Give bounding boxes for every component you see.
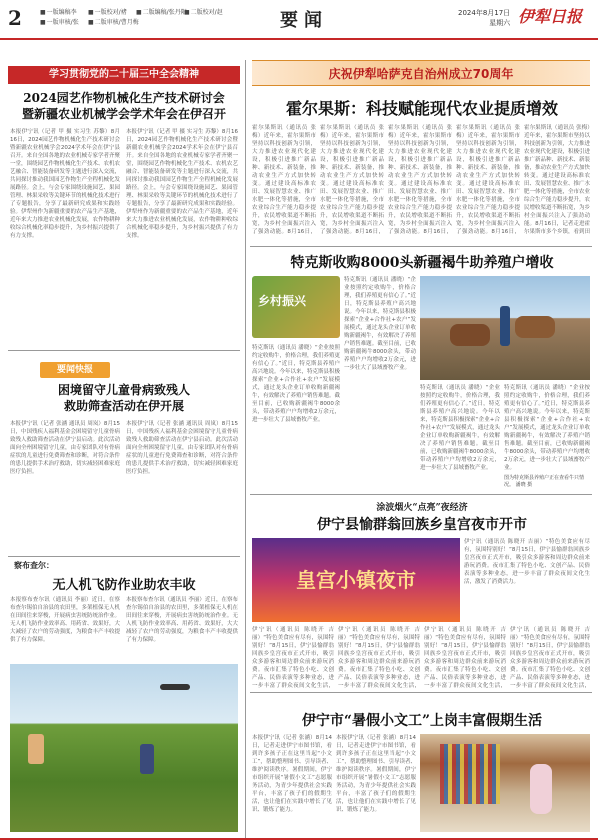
article-2-text: 本报伊宁讯（记者 张涵 通讯员 周岚）8月15日，中国残疾人福利基金会困境留守儿童骨病致残人救助筛查活动在伊宁县启动。此次活动面向全州困境留守儿童，由专家团队对有骨病症状的儿童进行免费筛查和诊断，对符合条件的患儿提供手术治疗救助，切实减轻困难家庭医疗负担。 [10, 421, 120, 475]
banner-anniversary: 庆祝伊犁哈萨克自治州成立70周年 [252, 60, 590, 86]
farmer-figure [28, 734, 44, 764]
article-1-text-cont: 本报伊宁讯（记者 甲 摄 实习生 苏黎）8月16日，2024园艺作物机械化生产技术研讨会暨新疆农业机械学会2024学术年会在伊宁县召开。来自全国各地的农业机械专家学者齐聚一堂，围绕园艺作物机械化生产技术、农机农艺融合、智能装备研发等主题进行深入交流，共同探讨推动我国园艺作物生产全程机械化发展路径。会上，与会专家围绕设施园艺、果园管理、林果采收等关键环节的机械化技术进行了专题报告，分享了最新研究成果和实践经验。伊犁州作为新疆重要的农产品生产基地，近年来大力推进农业机械化发展，农作物耕种收综合机械化率稳步提升，为乡村振兴提供了有力支撑。 [126, 129, 238, 239]
section-title: 要闻 [280, 10, 328, 31]
article-4-title: 霍尔果斯：科技赋能现代农业提质增效 [285, 99, 558, 118]
article-4-text-cont: 霍尔果斯讯（通讯员 张梅）近年来，霍尔果斯市坚持以科技创新为引领，大力推进农业现代化建设，积极引进推广新品种、新技术、新装备，推动农业生产方式加快转变。通过建设高标准农田、发展智慧农业、推广水肥一体化等措施，全市农业综合生产能力稳步提升，农民增收渠道不断拓宽，为乡村全面振兴注入了强劲动能。8月16日， [320, 125, 384, 234]
nav-credit: ■ 一版校对/褚 [88, 8, 136, 18]
article-7-text: 本报伊宁讯（记者 张涵）8月14日，记者走进伊宁市图书馆，看到许多孩子正在这里当起“小文工”，帮助整理图书、引导读者、维护阅读秩序。暑假期间，伊宁市组织开展“暑假小文工”志愿服务活动，为青少年提供社会实践平台，丰富了孩子们的假期生活，也让他们在实践中增长了见识、锻炼了能力。 [252, 735, 332, 813]
article-4-text: 霍尔果斯讯（通讯员 张梅）近年来，霍尔果斯市坚持以科技创新为引领，大力推进农业现代化建设，积极引进推广新品种、新技术、新装备，推动农业生产方式加快转变。通过建设高标准农田、发展智慧农业、推广水肥一体化等措施，全市农业综合生产能力稳步提升，农民增收渠道不断拓宽，为乡村全面振兴注入了强劲动能。8月16日， [252, 125, 316, 234]
article-5-title: 特克斯收购8000头新疆褐牛助养殖户增收 [290, 255, 554, 271]
editor-credits [40, 8, 270, 28]
rural-logo-image [252, 276, 340, 338]
article-1-title: 2024园艺作物机械化生产技术研讨会 暨新疆农业机械学会学术年会在伊召开 [21, 91, 226, 121]
cattle-photo [420, 276, 590, 380]
article-4-text-cont: 霍尔果斯讯（通讯员 张梅）近年来，霍尔果斯市坚持以科技创新为引领，大力推进农业现代化建设，积极引进推广新品种、新技术、新装备，推动农业生产方式加快转变。通过建设高标准农田、发展智慧农业、推广水肥一体化等措施，全市农业综合生产能力稳步提升，农民增收渠道不断拓宽，为乡村全面振兴注入了强劲动能。8月16日，记者走进霍尔果斯市多个乡镇，看到田 [524, 125, 590, 234]
cow-figure [450, 324, 490, 346]
night-market-sign: 皇宫小镇夜市 [296, 568, 416, 592]
column-divider [245, 60, 246, 840]
article-4-text-cont: 霍尔果斯讯（通讯员 张梅）近年来，霍尔果斯市坚持以科技创新为引领，大力推进农业现代化建设，积极引进推广新品种、新技术、新装备，推动农业生产方式加快转变。通过建设高标准农田、发展智慧农业、推广水肥一体化等措施，全市农业综合生产能力稳步提升，农民增收渠道不断拓宽，为乡村全面振兴注入了强劲动能。8月16日， [456, 125, 520, 234]
divider [8, 350, 240, 351]
article-5-text-cont2: 特克斯讯（通讯员 潘晓）“企业按照约定收购牛，价格合理，我们养殖更有信心了。”近日，特克斯县养殖户高兴地说。今年以来，特克斯县积极探索“企业+合作社+农户”发展模式，通过龙头企业订单收购新疆褐牛，有效解决了养殖户销售难题。截至目前，已收购新疆褐牛8000余头，带动养殖户户均增收2万余元，进一步壮大了县域畜牧产业。 [420, 385, 500, 471]
nav-credit: ■ 二版编稿/张丹阳 [136, 8, 184, 18]
article-3-text-cont: 本报察布查尔讯（通讯员 李丽）近日，在察布查尔锡伯自治县的农田里，多架植保无人机在田间往来穿梭，开展病虫害统防统治作业。无人机飞防作业效率高、用药省、效果好，大大减轻了农户的劳动强度，为粮食丰产丰收提供了有力保障。 [126, 597, 238, 643]
person-figure [500, 306, 510, 346]
summer-tag: 要闻快报 [40, 362, 110, 378]
page-header [0, 0, 598, 40]
article-7-title: 伊宁市“暑假小文工”上岗丰富假期生活 [301, 713, 543, 729]
article-6-text-cont: 伊宁讯（通讯员 陈晓开 吉丽）“特色美食应有尽有，氛围特别好！”8月15日，伊宁县愉群翁回族乡皇宫夜市正式开市，吸引众多游客和周边群众前来游玩消费。夜市汇集了特色小吃、文创产品、民俗表演等多种业态，进一步丰富了群众夜间文化生活， [252, 627, 334, 688]
farmer-figure [140, 744, 154, 774]
library-photo [420, 734, 590, 832]
article-3-text: 本报察布查尔讯（通讯员 李丽）近日，在察布查尔锡伯自治县的农田里，多架植保无人机在田间往来穿梭，开展病虫害统防统治作业。无人机飞防作业效率高、用药省、效果好，大大减轻了农户的劳动强度，为粮食丰产丰收提供了有力保障。 [10, 597, 120, 643]
divider [250, 246, 592, 247]
page-number: 2 [8, 6, 22, 30]
banner-study: 学习贯彻党的二十届三中全会精神 [8, 66, 240, 84]
cow-figure [515, 316, 555, 338]
bookshelf [440, 744, 500, 804]
night-market-photo [252, 538, 460, 622]
photo-credit: 图为特克斯县养殖户正在查看牛只情况。 潘晓 摄 [504, 475, 585, 488]
drone-icon [160, 684, 190, 690]
article-6-kicker: 涂波烟火“点亮”夜经济 [376, 503, 468, 513]
article-6-text: 伊宁讯（通讯员 陈晓开 吉丽）“特色美食应有尽有，氛围特别好！”8月15日，伊宁县愉群翁回族乡皇宫夜市正式开市，吸引众多游客和周边群众前来游玩消费。夜市汇集了特色小吃、文创产品、民俗表演等多种业态，进一步丰富了群众夜间文化生活，激发了消费活力。 [464, 539, 590, 585]
drone-photo [10, 664, 238, 832]
divider [250, 692, 592, 693]
article-5-text-cont: 特克斯讯（通讯员 潘晓）“企业按照约定收购牛，价格合理，我们养殖更有信心了。”近日，特克斯县养殖户高兴地说。今年以来，特克斯县积极探索“企业+合作社+农户”发展模式，通过龙头企业订单收购新疆褐牛，有效解决了养殖户销售难题。截至目前，已收购新疆褐牛8000余头，带动养殖户户均增收2万余元，进一步壮大了县域畜牧产业。 [344, 277, 416, 371]
nav-credit: ■ 二版审核/曹月梅 [88, 18, 136, 28]
article-4-text-cont: 霍尔果斯讯（通讯员 张梅）近年来，霍尔果斯市坚持以科技创新为引领，大力推进农业现代化建设，积极引进推广新品种、新技术、新装备，推动农业生产方式加快转变。通过建设高标准农田、发展智慧农业、推广水肥一体化等措施，全市农业综合生产能力稳步提升，农民增收渠道不断拓宽，为乡村全面振兴注入了强劲动能。8月16日， [388, 125, 452, 234]
article-2-text-cont: 本报伊宁讯（记者 张涵 通讯员 周岚）8月15日，中国残疾人福利基金会困境留守儿童骨病致残人救助筛查活动在伊宁县启动。此次活动面向全州困境留守儿童，由专家团队对有骨病症状的儿童进行免费筛查和诊断，对符合条件的患儿提供手术治疗救助，切实减轻困难家庭医疗负担。 [126, 421, 238, 475]
article-6-title: 伊宁县愉群翁回族乡皇宫夜市开市 [317, 517, 527, 533]
article-3-kicker: 察布查尔： [14, 560, 54, 570]
article-2-title: 困境留守儿童骨病致残人 救助筛查活动在伊开展 [57, 383, 190, 413]
newspaper-logo: 伊犁日报 [518, 7, 583, 26]
divider [8, 556, 240, 557]
article-7-text-cont: 本报伊宁讯（记者 张涵）8月14日，记者走进伊宁市图书馆，看到许多孩子正在这里当起“小文工”，帮助整理图书、引导读者、维护阅读秩序。暑假期间，伊宁市组织开展“暑假小文工”志愿服务活动，为青少年提供社会实践平台，丰富了孩子们的假期生活，也让他们在实践中增长了见识、锻炼了能力。 [336, 735, 416, 813]
rural-logo-text: 乡村振兴 [258, 294, 307, 308]
nav-credit: ■ 一版编稿李 [40, 8, 88, 18]
article-6-text-cont: 伊宁讯（通讯员 陈晓开 吉丽）“特色美食应有尽有，氛围特别好！”8月15日，伊宁县愉群翁回族乡皇宫夜市正式开市，吸引众多游客和周边群众前来游玩消费。夜市汇集了特色小吃、文创产品、民俗表演等多种业态，进一步丰富了群众夜间文化生活， [510, 627, 590, 688]
article-5-text: 特克斯讯（通讯员 潘晓）“企业按照约定收购牛，价格合理，我们养殖更有信心了。”近日，特克斯县养殖户高兴地说。今年以来，特克斯县积极探索“企业+合作社+农户”发展模式，通过龙头企业订单收购新疆褐牛，有效解决了养殖户销售难题。截至目前，已收购新疆褐牛8000余头，带动养殖户户均增收2万余元，进一步壮大了县域畜牧产业。 [252, 345, 340, 423]
nav-credit: ■ 二版校对/赵 [184, 8, 232, 18]
date-block: 2024年8月17日 星期六 [458, 9, 511, 27]
nav-credit: ■ 一版审核/张 [40, 18, 88, 28]
divider [250, 494, 592, 495]
article-1-text: 本报伊宁讯（记者 甲 摄 实习生 苏黎）8月16日，2024园艺作物机械化生产技术研讨会暨新疆农业机械学会2024学术年会在伊宁县召开。来自全国各地的农业机械专家学者齐聚一堂，围绕园艺作物机械化生产技术、农机农艺融合、智能装备研发等主题进行深入交流，共同探讨推动我国园艺作物生产全程机械化发展路径。会上，与会专家围绕设施园艺、果园管理、林果采收等关键环节的机械化技术进行了专题报告，分享了最新研究成果和实践经验。伊犁州作为新疆重要的农产品生产基地，近年来大力推进农业机械化发展，农作物耕种收综合机械化率稳步提升，为乡村振兴提供了有力支撑。 [10, 129, 120, 239]
article-6-text-cont: 伊宁讯（通讯员 陈晓开 吉丽）“特色美食应有尽有，氛围特别好！”8月15日，伊宁县愉群翁回族乡皇宫夜市正式开市，吸引众多游客和周边群众前来游玩消费。夜市汇集了特色小吃、文创产品、民俗表演等多种业态，进一步丰富了群众夜间文化生活， [424, 627, 506, 688]
article-5-text-cont3: 特克斯讯（通讯员 潘晓）“企业按照约定收购牛，价格合理，我们养殖更有信心了。”近日，特克斯县养殖户高兴地说。今年以来，特克斯县积极探索“企业+合作社+农户”发展模式，通过龙头企业订单收购新疆褐牛，有效解决了养殖户销售难题。截至目前，已收购新疆褐牛8000余头，带动养殖户户均增收2万余元，进一步壮大了县域畜牧产业。 [504, 385, 590, 471]
article-3-title: 无人机飞防作业助农丰收 [52, 578, 196, 593]
child-figure [530, 764, 552, 814]
article-6-text-cont: 伊宁讯（通讯员 陈晓开 吉丽）“特色美食应有尽有，氛围特别好！”8月15日，伊宁县愉群翁回族乡皇宫夜市正式开市，吸引众多游客和周边群众前来游玩消费。夜市汇集了特色小吃、文创产品、民俗表演等多种业态，进一步丰富了群众夜间文化生活， [338, 627, 420, 688]
